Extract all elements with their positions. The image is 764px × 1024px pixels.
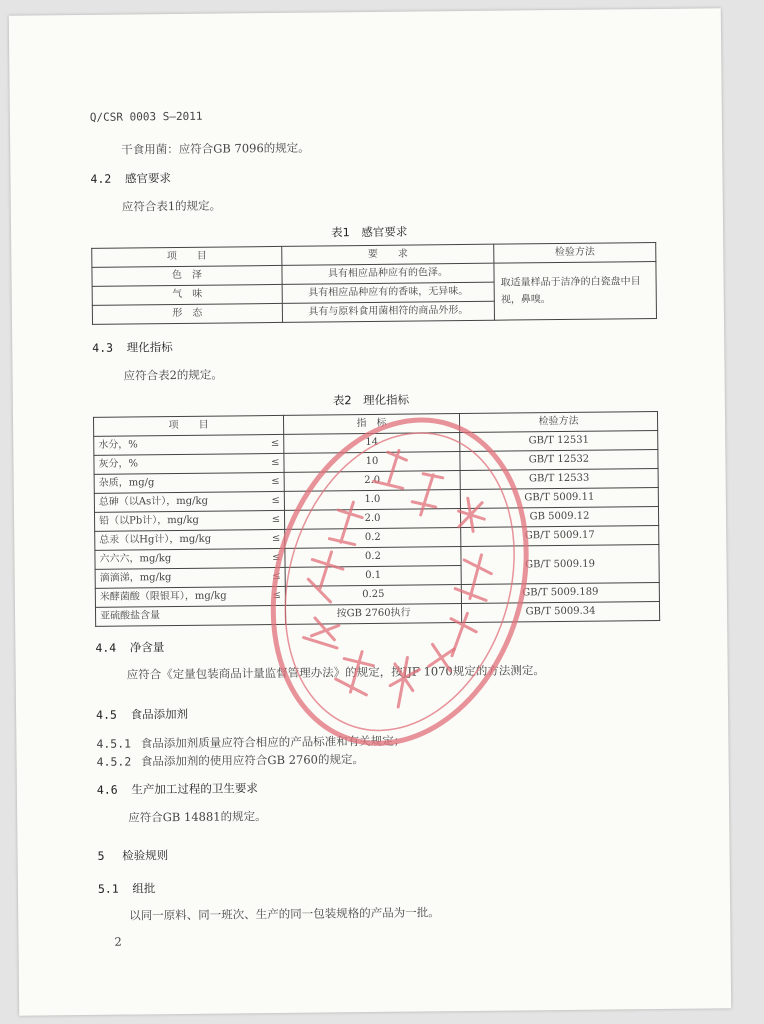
item-label: 水分，%: [98, 439, 138, 451]
operator: ≤: [272, 551, 281, 564]
header-cell: 指 标: [283, 414, 459, 435]
document-page: [9, 8, 731, 1015]
item-label: 亚硫酸盐含量: [100, 610, 161, 622]
method-cell: GB/T 12531: [460, 430, 658, 451]
section-number: 4.4: [95, 640, 117, 655]
method-cell: GB/T 12532: [460, 449, 658, 470]
value-cell: 0.25: [285, 585, 461, 606]
section-4-6-heading: [97, 780, 258, 798]
value-cell: 0.2: [285, 547, 461, 568]
value-cell: 14: [284, 433, 460, 454]
section-number: 5.1: [97, 881, 119, 896]
item-cell: [94, 510, 284, 531]
value-cell: 0.1: [285, 566, 461, 587]
section-number: 4.5: [96, 707, 117, 722]
item-cell: [95, 586, 285, 607]
item-cell: 气 味: [92, 284, 282, 305]
value-cell: 2.0: [284, 509, 460, 530]
section-title: 组批: [132, 881, 156, 896]
item-cell: [94, 453, 284, 474]
method-cell: GB/T 5009.11: [460, 487, 658, 508]
method-cell: GB/T 12533: [460, 468, 658, 489]
section-body: 食品添加剂质量应符合相应的产品标准和有关规定；: [140, 733, 406, 751]
standard-code: Q/CSR 0003 S—2011: [89, 109, 203, 124]
operator: ≤: [270, 437, 280, 450]
section-title: 食品添加剂: [130, 706, 189, 722]
header-cell: 要 求: [282, 244, 494, 265]
section-number: 4.5.2: [96, 754, 132, 769]
section-title: 检验规则: [122, 848, 169, 863]
method-cell: GB/T 5009.19: [461, 544, 659, 584]
item-cell: 形 态: [92, 303, 282, 324]
header-cell: 检验方法: [494, 242, 656, 263]
item-label: 滴滴涕，mg/kg: [99, 572, 172, 584]
section-4-5-heading: [96, 706, 188, 723]
table2-caption: 表2 理化指标: [332, 392, 410, 408]
header-cell: 项 目: [92, 246, 282, 267]
section-4-3-heading: [92, 339, 173, 356]
section-number: 4.3: [92, 340, 114, 355]
item-label: 杂质，mg/g: [98, 477, 155, 489]
sensory-table: [91, 242, 657, 325]
operator: ≤: [271, 494, 280, 507]
intro-line: 干食用菌：应符合GB 7096的规定。: [121, 140, 310, 157]
section-5-1-body: 以同一原料、同一班次、生产的同一包装规格的产品为一批。: [129, 905, 440, 923]
method-cell: GB/T 5009.189: [461, 582, 659, 603]
section-4-2-body: 应符合表1的规定。: [121, 198, 222, 214]
header-cell: 检验方法: [459, 411, 657, 432]
value-cell: 10: [284, 452, 460, 473]
section-number: 4.6: [96, 782, 118, 797]
item-cell: [95, 548, 285, 569]
value-cell: 按GB 2760执行: [285, 604, 461, 625]
item-cell: [94, 472, 284, 493]
page-number: 2: [114, 934, 122, 949]
section-number: 4.2: [90, 171, 112, 186]
section-4-4-body: 应符合《定量包装商品计量监督管理办法》的规定，按JJF 1070规定的方法测定。: [126, 663, 545, 682]
item-cell: [94, 491, 284, 512]
method-cell: GB/T 5009.17: [461, 525, 659, 546]
method-cell: 取适量样品于洁净的白瓷盘中目视，鼻嗅。: [494, 261, 657, 320]
item-label: 六六六，mg/kg: [99, 553, 172, 565]
section-4-4-heading: [95, 639, 164, 656]
method-cell: GB/T 5009.34: [461, 601, 659, 622]
item-cell: [95, 567, 285, 588]
section-4-3-body: 应符合表2的规定。: [123, 367, 223, 383]
physicochemical-table: [93, 411, 660, 627]
requirement-cell: 具有相应品种应有的色泽。: [282, 263, 494, 284]
section-body: 食品添加剂的使用应符合GB 2760的规定。: [140, 752, 365, 769]
value-cell: 0.2: [285, 528, 461, 549]
item-label: 米酵菌酸（限银耳），mg/kg: [99, 590, 227, 603]
section-4-2-heading: [90, 170, 171, 187]
method-cell: GB 5009.12: [460, 506, 658, 527]
operator: ≤: [272, 589, 281, 602]
section-4-6-body: 应符合GB 14881的规定。: [128, 809, 267, 825]
requirement-cell: 具有与原料食用菌相符的商品外形。: [282, 301, 494, 322]
value-cell: 1.0: [284, 490, 460, 511]
operator: ≤: [271, 456, 280, 469]
section-title: 生产加工过程的卫生要求: [131, 781, 258, 797]
operator: ≤: [271, 475, 280, 488]
requirement-cell: 具有相应品种应有的香味，无异味。: [282, 282, 494, 303]
item-cell: 色 泽: [92, 265, 282, 286]
section-4-5-1: [96, 733, 405, 752]
section-5-heading: [98, 847, 169, 864]
item-label: 铅（以Pb计），mg/kg: [99, 514, 199, 527]
item-cell: [95, 605, 285, 626]
table1-caption: 表1 感官要求: [330, 224, 408, 240]
section-title: 净含量: [129, 640, 165, 655]
section-title: 感官要求: [124, 171, 172, 186]
item-cell: [95, 529, 285, 550]
section-number: 5: [97, 848, 105, 863]
operator: ≤: [271, 513, 281, 526]
section-4-5-2: [97, 751, 364, 770]
item-label: 总砷（以As计），mg/kg: [98, 495, 209, 508]
item-cell: [94, 434, 284, 455]
item-label: 灰分，%: [98, 458, 139, 470]
section-title: 理化指标: [126, 340, 173, 355]
item-label: 总汞（以Hg计），mg/kg: [99, 533, 212, 546]
operator: ≤: [271, 532, 281, 545]
section-5-1-heading: [98, 880, 156, 897]
header-cell: 项 目: [93, 415, 283, 436]
operator: ≤: [272, 570, 281, 583]
value-cell: 2.0: [284, 471, 460, 492]
section-number: 4.5.1: [96, 736, 132, 751]
